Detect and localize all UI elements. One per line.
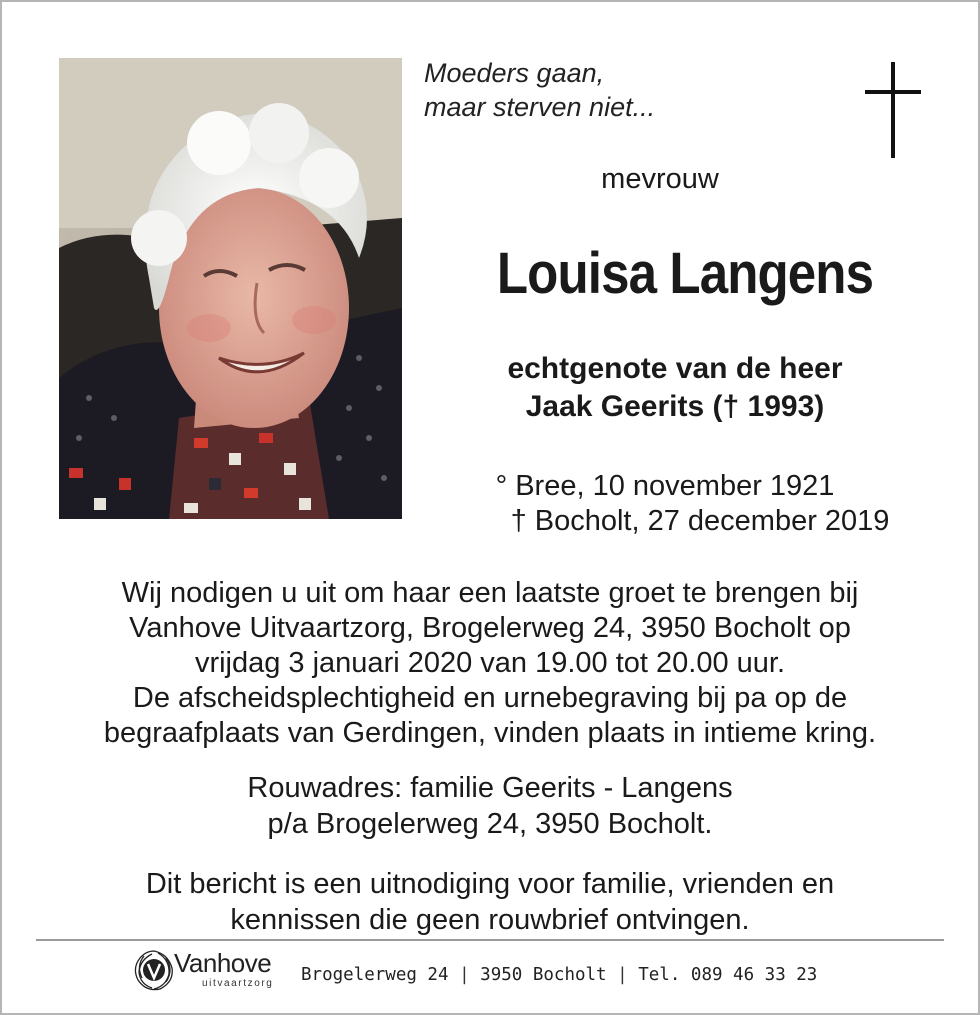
honorific: mevrouw xyxy=(601,163,719,195)
notice-text xyxy=(90,866,890,938)
logo-subtitle: uitvaartzorg xyxy=(202,978,274,989)
spouse-line-2: Jaak Geerits († 1993) xyxy=(525,390,825,423)
notice-line-2: kennissen die geen rouwbrief ontvingen. xyxy=(230,904,750,936)
mourning-address xyxy=(140,770,840,842)
notice-line-1: Dit bericht is een uitnodiging voor familie, vrienden en xyxy=(145,868,835,900)
death-date: † Bocholt, 27 december 2019 xyxy=(510,505,890,537)
footer-street: Brogelerweg 24 xyxy=(301,965,449,985)
quote-line-1: Moeders gaan, xyxy=(424,58,605,88)
life-dates xyxy=(470,469,930,539)
spouse-info xyxy=(440,350,910,426)
invitation-line: vrijdag 3 januari 2020 van 19.00 tot 20.00 uur. xyxy=(194,647,786,679)
vanhove-logo xyxy=(132,946,292,994)
footer-phone: Tel. 089 46 33 23 xyxy=(638,965,818,985)
quote xyxy=(424,56,655,124)
logo-name: Vanhove xyxy=(174,948,272,978)
invitation-line: begraafplaats van Gerdingen, vinden plaats in intieme kring. xyxy=(103,717,877,749)
footer-contact xyxy=(301,965,817,985)
footer-separator: | xyxy=(459,965,470,985)
portrait-photo xyxy=(59,58,402,519)
birth-date: ° Bree, 10 november 1921 xyxy=(495,470,835,502)
vanhove-logo-icon xyxy=(132,948,176,992)
cross-icon xyxy=(865,62,921,158)
invitation-line: Wij nodigen u uit om haar een laatste groet te brengen bij xyxy=(121,577,859,609)
spouse-line-1: echtgenote van de heer xyxy=(507,352,843,385)
footer-separator: | xyxy=(617,965,628,985)
mourning-address-line-1: Rouwadres: familie Geerits - Langens xyxy=(247,772,733,804)
invitation-line: De afscheidsplechtigheid en urnebegraving bij pa op de xyxy=(132,682,848,714)
invitation-text xyxy=(40,576,940,751)
quote-line-2: maar sterven niet... xyxy=(424,92,656,122)
invitation-line: Vanhove Uitvaartzorg, Brogelerweg 24, 3950 Bocholt op xyxy=(129,612,851,644)
footer-divider xyxy=(36,939,944,941)
deceased-name: Louisa Langens xyxy=(496,241,874,306)
footer-city: 3950 Bocholt xyxy=(480,965,607,985)
mourning-address-line-2: p/a Brogelerweg 24, 3950 Bocholt. xyxy=(267,808,713,840)
